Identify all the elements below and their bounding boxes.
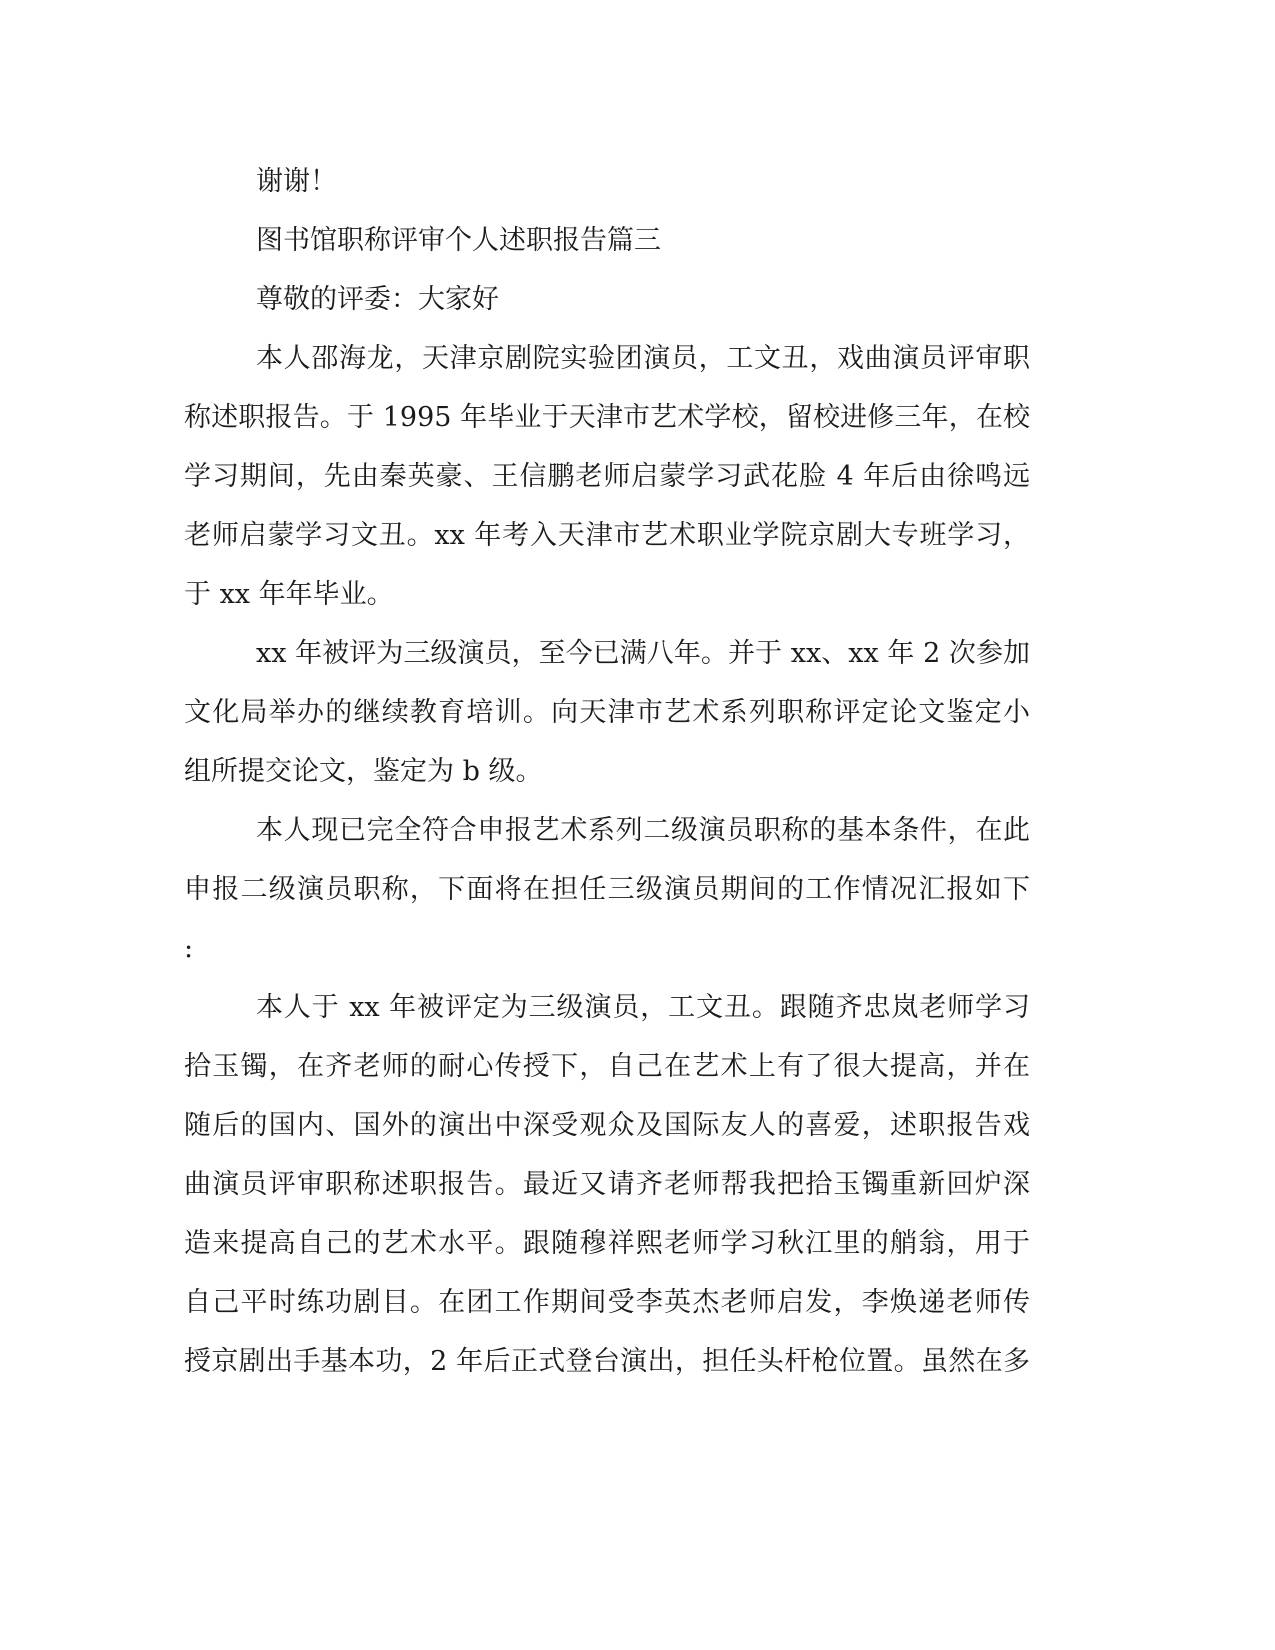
paragraph-line: 文化局举办的继续教育培训。向天津市艺术系列职称评定论文鉴定小 [184,697,1030,728]
paragraph-line: 本人现已完全符合申报艺术系列二级演员职称的基本条件，在此 [256,815,1030,846]
paragraph-line: 申报二级演员职称，下面将在担任三级演员期间的工作情况汇报如下 [184,874,1030,905]
paragraph-line: 组所提交论文，鉴定为 b 级。 [184,756,543,787]
paragraph-line: 随后的国内、国外的演出中深受观众及国际友人的喜爱，述职报告戏 [184,1110,1030,1141]
paragraph-line: 于 xx 年年毕业。 [184,579,394,610]
paragraph-line: 本人于 xx 年被评定为三级演员，工文丑。跟随齐忠岚老师学习 [256,992,1030,1023]
paragraph-line: xx 年被评为三级演员，至今已满八年。并于 xx、xx 年 2 次参加 [256,638,1030,669]
paragraph-line: 自己平时练功剧目。在团工作期间受李英杰老师启发，李焕递老师传 [184,1287,1030,1318]
paragraph-line: 授京剧出手基本功，2 年后正式登台演出，担任头杆枪位置。虽然在多 [184,1346,1030,1377]
paragraph-line: : [184,933,194,964]
salutation: 尊敬的评委：大家好 [256,284,499,315]
paragraph-line: 曲演员评审职称述职报告。最近又请齐老师帮我把拾玉镯重新回炉深 [184,1169,1030,1200]
paragraph-line: 造来提高自己的艺术水平。跟随穆祥熙老师学习秋江里的艄翁，用于 [184,1228,1030,1259]
section-heading: 图书馆职称评审个人述职报告篇三 [256,225,661,256]
paragraph-line: 本人邵海龙，天津京剧院实验团演员，工文丑，戏曲演员评审职 [256,343,1030,374]
closing-thanks: 谢谢！ [256,166,337,197]
paragraph-line: 称述职报告。于 1995 年毕业于天津市艺术学校，留校进修三年，在校 [184,402,1030,433]
paragraph-line: 学习期间，先由秦英豪、王信鹏老师启蒙学习武花脸 4 年后由徐鸣远 [184,461,1030,492]
paragraph-line: 拾玉镯，在齐老师的耐心传授下，自己在艺术上有了很大提高，并在 [184,1051,1030,1082]
paragraph-line: 老师启蒙学习文丑。xx 年考入天津市艺术职业学院京剧大专班学习， [184,520,1030,551]
